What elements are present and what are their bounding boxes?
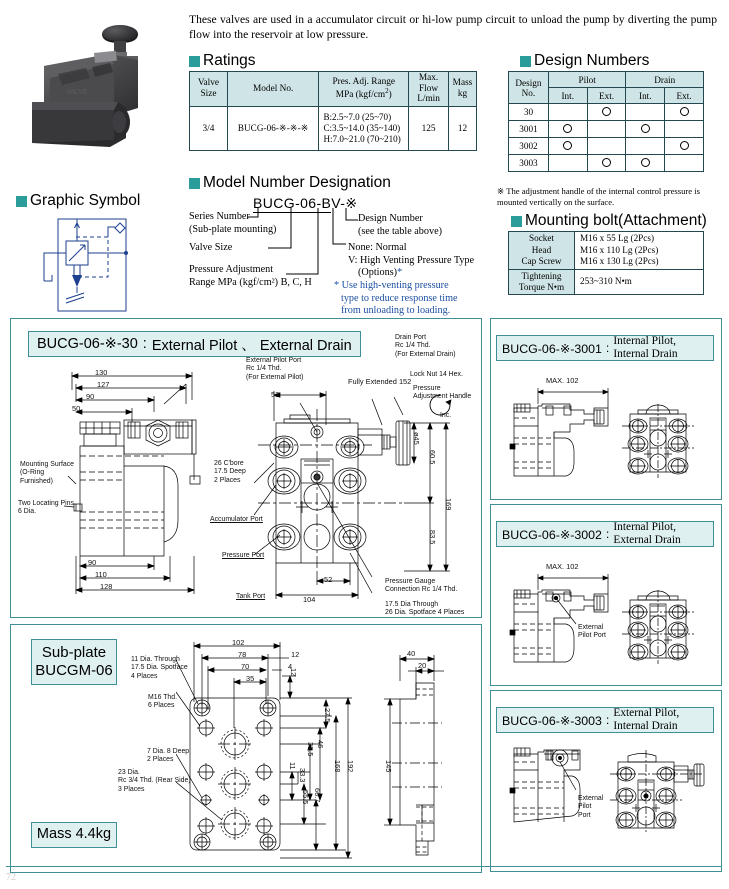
- label-valve-size: Valve Size: [189, 242, 233, 253]
- callout-pressure-gauge: Pressure Gauge Connection Rc 1/4 Thd.: [385, 578, 458, 594]
- callout-pressure-handle: Pressure Adjustment Handle: [413, 385, 472, 401]
- cell-valve-size: 3/4: [190, 107, 228, 151]
- label-option-footnote: * Use high-venting pressure type to reduce response time from unloading to loading.: [334, 280, 458, 317]
- model-designation-heading: [189, 174, 391, 192]
- subplate-dim-66-7: 66.7: [313, 788, 322, 803]
- variant-dim-3002: MAX. 102: [546, 562, 579, 571]
- cell-pilot-ext: [587, 121, 626, 138]
- col-valve-size: Valve Size: [190, 72, 228, 107]
- subplate-tag: [31, 639, 117, 685]
- variant-code-3001: BUCG-06-※-3001: [502, 341, 602, 356]
- variant-drawing-3003: [498, 740, 710, 858]
- page-number: 72: [6, 872, 16, 883]
- variant-colon-3001: :: [605, 341, 610, 355]
- col-design-no: Design No.: [509, 72, 549, 104]
- cell-mass: 12: [449, 107, 477, 151]
- variant-title-3001: [496, 335, 714, 361]
- subplate-dim-33-5: 33.5: [306, 742, 315, 757]
- cell-drain-int: [626, 138, 665, 155]
- cell-bolt-values: M16 x 55 Lg (2Pcs) M16 x 110 Lg (2Pcs) M16 x 130 Lg (2Pcs): [575, 232, 704, 270]
- mounting-bolt-table: [508, 231, 704, 295]
- variant-title-3002: [496, 521, 714, 547]
- callout-drain-port: Drain Port Rc 1/4 Thd. (For External Drain): [395, 334, 456, 358]
- accent-square-icon: [189, 178, 200, 189]
- circle-marker-icon: [680, 107, 689, 116]
- subplate-dim-33-3: 33.3: [298, 768, 307, 783]
- dim-52-top: 52: [271, 390, 280, 399]
- variant-colon-3003: :: [605, 713, 610, 727]
- dim-127: 127: [97, 380, 110, 389]
- subplate-dim-70: 70: [241, 662, 250, 671]
- accent-square-icon: [511, 216, 522, 227]
- col-model-no: Model No.: [227, 72, 319, 107]
- bolt-table-wrap: [508, 231, 704, 295]
- cell-design-no: 3002: [509, 138, 549, 155]
- graphic-symbol-heading-label: Graphic Symbol: [30, 192, 141, 209]
- variant-callout-3003: External Pilot Port: [578, 795, 604, 819]
- cell-design-no: 30: [509, 104, 549, 121]
- cell-pilot-int: [548, 104, 587, 121]
- variant-title-3003: [496, 707, 714, 733]
- table-row: [190, 107, 477, 151]
- col-drain-int: Int.: [626, 88, 665, 104]
- graphic-symbol-heading: [16, 192, 140, 210]
- subplate-dim-35: 35: [246, 674, 255, 683]
- cell-pilot-int: [548, 121, 587, 138]
- label-pressure-adjustment: Pressure Adjustment Range MPa (kgf/cm²) B, C, H: [189, 264, 312, 288]
- variant-dim-3001: MAX. 102: [546, 376, 579, 385]
- mounting-bolt-heading-label: Mounting bolt(Attachment): [525, 212, 707, 229]
- main-panel-title-colon: :: [142, 336, 147, 352]
- label-option-type: None: Normal V: High Venting Pressure Type (Options)*: [348, 242, 475, 279]
- circle-marker-icon: [602, 107, 611, 116]
- dim-130: 130: [95, 368, 108, 377]
- callout-cbore: 26 C'bore 17.5 Deep 2 Places: [214, 460, 246, 484]
- subplate-dim-12a: 12: [291, 650, 300, 659]
- callout-mounting-surface: Mounting Surface (O-Ring Furnished): [20, 461, 75, 485]
- variant-callout-3002: External Pilot Port: [578, 624, 606, 640]
- cell-bolt-label: Socket Head Cap Screw: [509, 232, 575, 270]
- callout-11-dia-through: 11 Dia. Through 17.5 Dia. Spotface 4 Places: [131, 656, 188, 680]
- cell-drain-ext: [665, 104, 704, 121]
- subplate-dim-192: 192: [346, 760, 355, 773]
- ratings-table: [189, 71, 477, 151]
- footer-rule: [6, 866, 722, 867]
- callout-locating-pins: Two Locating Pins 6 Dia.: [18, 500, 74, 516]
- col-drain-ext: Ext.: [665, 88, 704, 104]
- ratings-heading: [189, 52, 256, 70]
- callout-23-dia-rc: 23 Dia. Rc 3/4 Thd. (Rear Side) 3 Places: [118, 769, 191, 793]
- cell-pilot-int: [548, 138, 587, 155]
- model-code-size-range: -06-B: [295, 195, 332, 211]
- cell-torque-value: 253~310 N•m: [575, 269, 704, 294]
- table-row: [509, 269, 704, 294]
- circle-marker-icon: [602, 158, 611, 167]
- graphic-symbol-diagram: [36, 215, 156, 315]
- callout-m16-thd: M16 Thd. 6 Places: [148, 694, 177, 710]
- dim-110: 110: [95, 570, 107, 579]
- model-code-series: BUCG: [253, 195, 296, 211]
- main-drawing-left-view: [14, 360, 254, 615]
- subplate-dim-27-5: 27.5: [323, 708, 332, 723]
- circle-marker-icon: [563, 141, 572, 150]
- main-panel-title-desc: External Pilot 、 External Drain: [151, 337, 352, 354]
- variant-desc-3003: External Pilot, Internal Drain: [613, 707, 680, 732]
- table-row: [509, 138, 704, 155]
- col-pilot-int: Int.: [548, 88, 587, 104]
- design-numbers-table: [508, 71, 704, 172]
- col-group-drain: Drain: [626, 72, 704, 88]
- variant-desc-3002: Internal Pilot, External Drain: [613, 521, 681, 546]
- main-panel-title-code: BUCG-06-※-30: [37, 336, 138, 352]
- ratings-table-wrap: [189, 71, 477, 151]
- cell-pilot-ext: [587, 138, 626, 155]
- table-row: [509, 232, 704, 270]
- table-row: [509, 104, 704, 121]
- ratings-heading-label: Ratings: [203, 52, 256, 69]
- variant-code-3003: BUCG-06-※-3003: [502, 713, 602, 728]
- cell-drain-int: [626, 104, 665, 121]
- design-note: ※ The adjustment handle of the internal control pressure is mounted vertically on the surface.: [497, 186, 700, 207]
- accent-square-icon: [520, 56, 531, 67]
- callout-pressure-port: Pressure Port: [222, 552, 265, 559]
- table-row: [509, 121, 704, 138]
- design-table-wrap: [508, 71, 704, 172]
- label-design-number: Design Number (see the table above): [358, 213, 443, 237]
- mounting-bolt-heading: [511, 212, 707, 230]
- table-header-row: [509, 72, 704, 88]
- label-series-number: Series Number (Sub-plate mounting): [189, 211, 277, 235]
- cell-max-flow: 125: [409, 107, 449, 151]
- dim-90-top: 90: [86, 392, 95, 401]
- col-mass: Mass kg: [449, 72, 477, 107]
- dim-169: 169: [444, 498, 453, 511]
- subplate-dim-145: 145: [384, 760, 393, 773]
- model-designation-heading-label: Model Number Designation: [203, 174, 391, 191]
- subplate-dim-4: 4: [288, 662, 293, 671]
- model-code-option: V-: [331, 195, 346, 211]
- accent-square-icon: [189, 56, 200, 67]
- subplate-dim-11: 11: [288, 762, 297, 770]
- subplate-plan-drawing: [176, 632, 366, 867]
- dim-52-bottom: 52: [324, 575, 333, 584]
- callout-through-holes: 17.5 Dia Through 26 Dia. Spotface 4 Places: [385, 601, 465, 617]
- table-header-row: [190, 72, 477, 107]
- subplate-dim-102: 102: [232, 638, 245, 647]
- model-code-design: ※: [345, 195, 358, 211]
- design-numbers-heading-label: Design Numbers: [534, 52, 650, 69]
- cell-drain-ext: [665, 121, 704, 138]
- subplate-dim-40: 40: [407, 649, 416, 658]
- subplate-dim-20: 20: [418, 661, 427, 670]
- subplate-dim-55-5: 55.5: [301, 790, 310, 805]
- cell-design-no: 3001: [509, 121, 549, 138]
- circle-marker-icon: [680, 141, 689, 150]
- dim-104: 104: [303, 595, 316, 604]
- cell-pilot-int: [548, 155, 587, 172]
- callout-accumulator-port: Accumulator Port: [210, 516, 263, 523]
- svg-text:VALVE: VALVE: [66, 89, 88, 96]
- callout-lock-nut: Lock Nut 14 Hex.: [410, 371, 463, 378]
- col-max-flow: Max. Flow L/min: [409, 72, 449, 107]
- dim-128: 128: [100, 582, 113, 591]
- cell-model-no: BUCG-06-※-※-※: [227, 107, 319, 151]
- subplate-side-drawing: [382, 645, 474, 860]
- cell-pres-adj: B:2.5~7.0 (25~70) C:3.5~14.0 (35~140) H:7.0~21.0 (70~210): [319, 107, 409, 151]
- dim-dia-45: ø45: [412, 432, 421, 445]
- circle-marker-icon: [641, 158, 650, 167]
- variant-drawing-3001: [498, 382, 710, 494]
- cell-design-no: 3003: [509, 155, 549, 172]
- dim-90-bottom: 90: [88, 558, 97, 567]
- cell-drain-ext: [665, 155, 704, 172]
- variant-colon-3002: :: [605, 527, 610, 541]
- callout-tank-port: Tank Port: [236, 593, 266, 600]
- variant-drawing-3002: [498, 568, 710, 680]
- variant-desc-3001: Internal Pilot, Internal Drain: [613, 335, 678, 360]
- callout-inc: Inc.: [440, 412, 452, 419]
- design-numbers-heading: [520, 52, 649, 70]
- circle-marker-icon: [641, 124, 650, 133]
- circle-marker-icon: [563, 124, 572, 133]
- accent-square-icon: [16, 196, 27, 207]
- col-pres-adj-range: Pres. Adj. Range MPa $(kgf/cm^2)$: [319, 72, 409, 107]
- callout-ext-pilot-port: External Pilot Port Rc 1/4 Thd. (For External Pilot): [246, 357, 304, 381]
- subplate-dim-12b: 12: [289, 668, 298, 677]
- dim-60-5: 60.5: [428, 450, 437, 465]
- subplate-mass-tag: Mass 4.4kg: [31, 822, 117, 848]
- cell-drain-int: [626, 155, 665, 172]
- cell-pilot-ext: [587, 155, 626, 172]
- subplate-dim-46: 46: [316, 740, 325, 749]
- cell-torque-label: Tightening Torque N•m: [509, 269, 575, 294]
- subplate-tag-line2: BUCGM-06: [35, 662, 113, 679]
- cell-drain-ext: [665, 138, 704, 155]
- col-group-pilot: Pilot: [548, 72, 626, 88]
- variant-code-3002: BUCG-06-※-3002: [502, 527, 602, 542]
- product-photo: [14, 8, 174, 173]
- callout-7-dia-deep: 7 Dia. 8 Deep 2 Places: [147, 748, 190, 764]
- dim-50: 50: [72, 404, 81, 413]
- main-panel-title: [28, 331, 361, 357]
- intro-paragraph: These valves are used in a accumulator circuit or hi-low pump circuit to unload the pump by diverting the pump flow into the reservoir at low pressure.: [189, 13, 717, 42]
- col-pilot-ext: Ext.: [587, 88, 626, 104]
- dim-83-5: 83.5: [428, 530, 437, 545]
- subplate-dim-78: 78: [238, 650, 247, 659]
- dim-fully-extended: Fully Extended 152: [348, 377, 412, 386]
- cell-pilot-ext: [587, 104, 626, 121]
- subplate-tag-line1: Sub-plate: [41, 644, 107, 662]
- cell-drain-int: [626, 121, 665, 138]
- table-row: [509, 155, 704, 172]
- subplate-dim-168: 168: [333, 760, 342, 773]
